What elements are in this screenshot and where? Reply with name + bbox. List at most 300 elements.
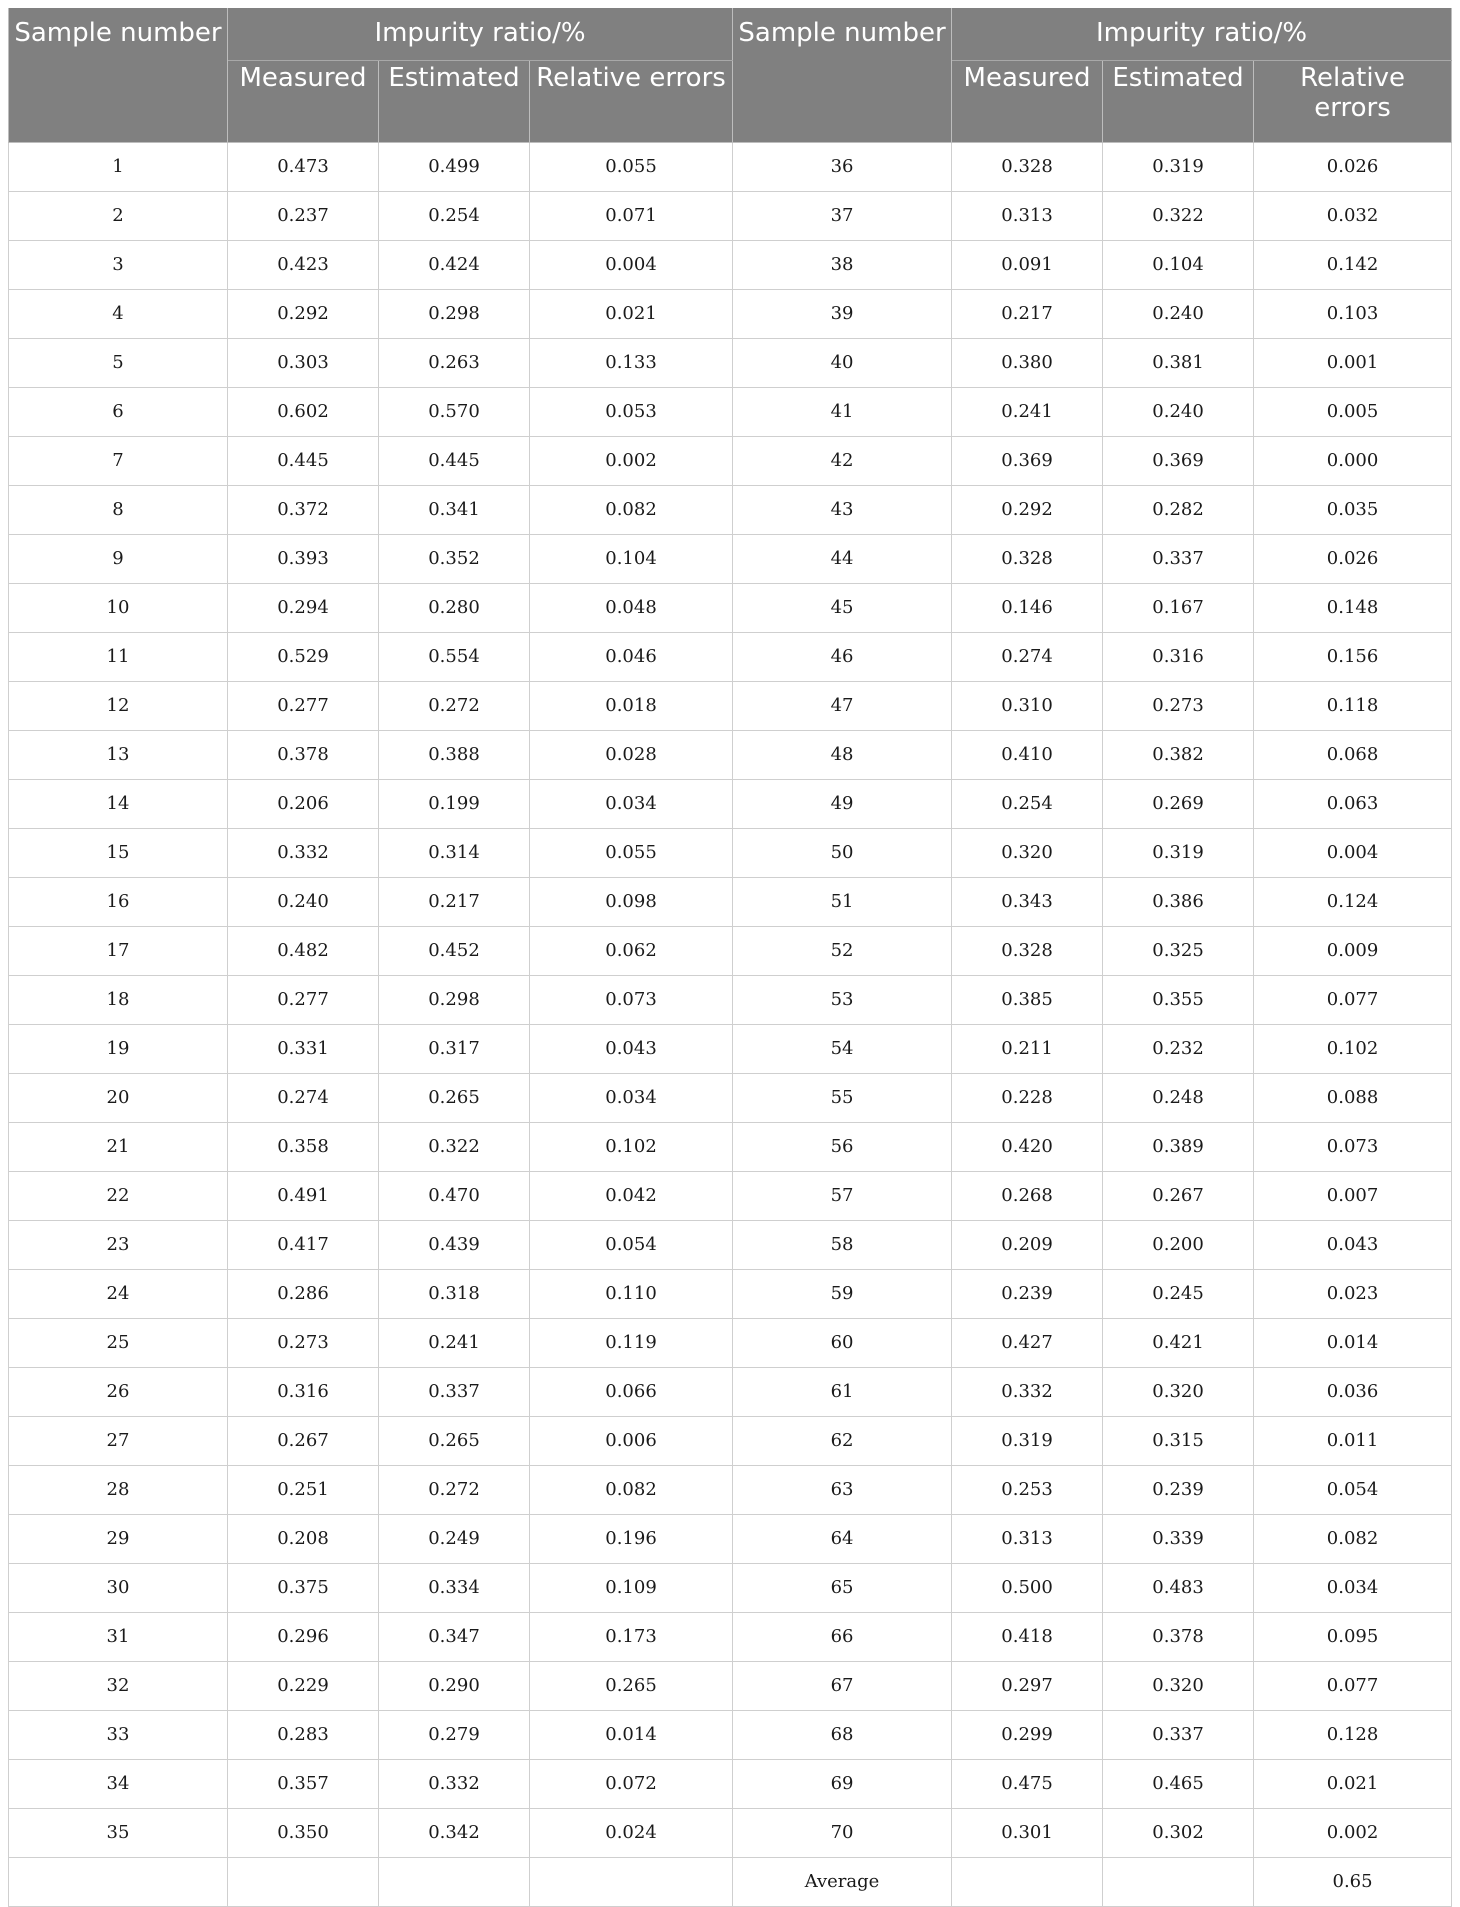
right-sample-number-cell: 45 (733, 583, 952, 632)
right-sample-number-cell: 48 (733, 730, 952, 779)
right-measured-cell: 0.211 (952, 1024, 1103, 1073)
right-sample-number-cell: 36 (733, 142, 952, 191)
left-relative-error-cell: 0.043 (530, 1024, 733, 1073)
right-relative-error-cell: 0.026 (1254, 142, 1452, 191)
right-relative-error-cell: 0.043 (1254, 1220, 1452, 1269)
table-row (9, 1269, 1452, 1318)
left-estimated-cell: 0.445 (379, 436, 530, 485)
left-sample-number-cell: 29 (9, 1514, 228, 1563)
right-relative-error-cell: 0.001 (1254, 338, 1452, 387)
left-measured-cell: 0.482 (228, 926, 379, 975)
right-estimated-cell: 0.302 (1103, 1808, 1254, 1857)
left-measured-cell: 0.303 (228, 338, 379, 387)
right-sample-number-cell: 70 (733, 1808, 952, 1857)
right-measured-cell: 0.319 (952, 1416, 1103, 1465)
left-estimated-cell: 0.337 (379, 1367, 530, 1416)
header-estimated-left: Estimated (379, 60, 530, 142)
left-estimated-cell: 0.347 (379, 1612, 530, 1661)
left-relative-error-cell: 0.018 (530, 681, 733, 730)
right-relative-error-cell: 0.128 (1254, 1710, 1452, 1759)
right-estimated-cell: 0.421 (1103, 1318, 1254, 1367)
right-measured-cell: 0.217 (952, 289, 1103, 338)
right-sample-number-cell: 38 (733, 240, 952, 289)
left-measured-cell: 0.237 (228, 191, 379, 240)
right-measured-cell: 0.274 (952, 632, 1103, 681)
right-sample-number-cell: 39 (733, 289, 952, 338)
left-relative-error-cell: 0.062 (530, 926, 733, 975)
right-estimated-cell: 0.322 (1103, 191, 1254, 240)
left-sample-number-cell: 13 (9, 730, 228, 779)
left-estimated-cell: 0.322 (379, 1122, 530, 1171)
left-estimated-cell: 0.317 (379, 1024, 530, 1073)
table-row (9, 1563, 1452, 1612)
right-estimated-cell: 0.378 (1103, 1612, 1254, 1661)
left-relative-error-cell: 0.046 (530, 632, 733, 681)
left-sample-number-cell: 26 (9, 1367, 228, 1416)
header-estimated-right: Estimated (1103, 60, 1254, 142)
right-relative-error-cell: 0.102 (1254, 1024, 1452, 1073)
left-measured-cell: 0.473 (228, 142, 379, 191)
right-relative-error-cell: 0.063 (1254, 779, 1452, 828)
left-measured-cell: 0.240 (228, 877, 379, 926)
right-estimated-cell: 0.248 (1103, 1073, 1254, 1122)
table-row (9, 828, 1452, 877)
right-estimated-cell: 0.239 (1103, 1465, 1254, 1514)
right-measured-cell: 0.369 (952, 436, 1103, 485)
left-estimated-cell: 0.217 (379, 877, 530, 926)
right-measured-cell: 0.310 (952, 681, 1103, 730)
right-measured-cell: 0.320 (952, 828, 1103, 877)
left-estimated-cell: 0.290 (379, 1661, 530, 1710)
table-row (9, 1661, 1452, 1710)
left-estimated-cell: 0.241 (379, 1318, 530, 1367)
table-row (9, 1220, 1452, 1269)
left-sample-number-cell: 20 (9, 1073, 228, 1122)
right-measured-cell: 0.343 (952, 877, 1103, 926)
right-sample-number-cell: 41 (733, 387, 952, 436)
table-row (9, 877, 1452, 926)
right-estimated-cell: 0.381 (1103, 338, 1254, 387)
left-measured-cell: 0.206 (228, 779, 379, 828)
left-estimated-cell: 0.279 (379, 1710, 530, 1759)
right-sample-number-cell: 55 (733, 1073, 952, 1122)
left-sample-number-cell: 27 (9, 1416, 228, 1465)
left-sample-number-cell: 32 (9, 1661, 228, 1710)
left-measured-cell: 0.393 (228, 534, 379, 583)
header-measured-right: Measured (952, 60, 1103, 142)
empty-cell (228, 1857, 379, 1906)
right-relative-error-cell: 0.068 (1254, 730, 1452, 779)
left-sample-number-cell: 5 (9, 338, 228, 387)
left-measured-cell: 0.283 (228, 1710, 379, 1759)
right-sample-number-cell: 67 (733, 1661, 952, 1710)
table-row (9, 387, 1452, 436)
left-relative-error-cell: 0.048 (530, 583, 733, 632)
right-sample-number-cell: 42 (733, 436, 952, 485)
right-sample-number-cell: 40 (733, 338, 952, 387)
left-relative-error-cell: 0.098 (530, 877, 733, 926)
left-estimated-cell: 0.334 (379, 1563, 530, 1612)
right-relative-error-cell: 0.034 (1254, 1563, 1452, 1612)
left-measured-cell: 0.445 (228, 436, 379, 485)
table-row (9, 681, 1452, 730)
left-measured-cell: 0.294 (228, 583, 379, 632)
left-sample-number-cell: 31 (9, 1612, 228, 1661)
right-estimated-cell: 0.267 (1103, 1171, 1254, 1220)
average-label: Average (733, 1857, 952, 1906)
left-estimated-cell: 0.265 (379, 1073, 530, 1122)
left-sample-number-cell: 23 (9, 1220, 228, 1269)
left-sample-number-cell: 7 (9, 436, 228, 485)
left-relative-error-cell: 0.004 (530, 240, 733, 289)
average-relative-error: 0.65 (1254, 1857, 1452, 1906)
left-sample-number-cell: 28 (9, 1465, 228, 1514)
left-measured-cell: 0.267 (228, 1416, 379, 1465)
left-relative-error-cell: 0.265 (530, 1661, 733, 1710)
table-row (9, 191, 1452, 240)
right-relative-error-cell: 0.142 (1254, 240, 1452, 289)
table-row (9, 1073, 1452, 1122)
right-estimated-cell: 0.319 (1103, 142, 1254, 191)
left-estimated-cell: 0.280 (379, 583, 530, 632)
right-relative-error-cell: 0.095 (1254, 1612, 1452, 1661)
right-estimated-cell: 0.240 (1103, 289, 1254, 338)
right-estimated-cell: 0.483 (1103, 1563, 1254, 1612)
left-sample-number-cell: 11 (9, 632, 228, 681)
left-sample-number-cell: 18 (9, 975, 228, 1024)
left-relative-error-cell: 0.006 (530, 1416, 733, 1465)
left-estimated-cell: 0.424 (379, 240, 530, 289)
table-row (9, 1465, 1452, 1514)
table-row (9, 779, 1452, 828)
right-relative-error-cell: 0.077 (1254, 1661, 1452, 1710)
right-estimated-cell: 0.200 (1103, 1220, 1254, 1269)
right-estimated-cell: 0.315 (1103, 1416, 1254, 1465)
table-row (9, 485, 1452, 534)
right-relative-error-cell: 0.023 (1254, 1269, 1452, 1318)
right-measured-cell: 0.410 (952, 730, 1103, 779)
right-measured-cell: 0.146 (952, 583, 1103, 632)
empty-cell (9, 1857, 228, 1906)
left-relative-error-cell: 0.002 (530, 436, 733, 485)
table-row (9, 926, 1452, 975)
right-measured-cell: 0.328 (952, 926, 1103, 975)
left-estimated-cell: 0.314 (379, 828, 530, 877)
header-sample-number-right: Sample number (733, 8, 952, 142)
left-relative-error-cell: 0.066 (530, 1367, 733, 1416)
left-relative-error-cell: 0.054 (530, 1220, 733, 1269)
left-sample-number-cell: 8 (9, 485, 228, 534)
left-relative-error-cell: 0.053 (530, 387, 733, 436)
left-measured-cell: 0.273 (228, 1318, 379, 1367)
right-sample-number-cell: 61 (733, 1367, 952, 1416)
table-row (9, 730, 1452, 779)
right-sample-number-cell: 53 (733, 975, 952, 1024)
left-estimated-cell: 0.388 (379, 730, 530, 779)
left-sample-number-cell: 1 (9, 142, 228, 191)
left-relative-error-cell: 0.133 (530, 338, 733, 387)
right-estimated-cell: 0.269 (1103, 779, 1254, 828)
right-estimated-cell: 0.273 (1103, 681, 1254, 730)
right-estimated-cell: 0.337 (1103, 1710, 1254, 1759)
right-estimated-cell: 0.104 (1103, 240, 1254, 289)
right-measured-cell: 0.328 (952, 534, 1103, 583)
right-sample-number-cell: 62 (733, 1416, 952, 1465)
right-estimated-cell: 0.382 (1103, 730, 1254, 779)
left-sample-number-cell: 35 (9, 1808, 228, 1857)
right-sample-number-cell: 63 (733, 1465, 952, 1514)
left-estimated-cell: 0.254 (379, 191, 530, 240)
table-row (9, 1808, 1452, 1857)
left-sample-number-cell: 12 (9, 681, 228, 730)
left-relative-error-cell: 0.082 (530, 485, 733, 534)
right-measured-cell: 0.301 (952, 1808, 1103, 1857)
left-measured-cell: 0.229 (228, 1661, 379, 1710)
table-row (9, 975, 1452, 1024)
left-estimated-cell: 0.570 (379, 387, 530, 436)
table-row (9, 1612, 1452, 1661)
right-measured-cell: 0.268 (952, 1171, 1103, 1220)
table-row (9, 1416, 1452, 1465)
left-sample-number-cell: 15 (9, 828, 228, 877)
right-sample-number-cell: 56 (733, 1122, 952, 1171)
left-estimated-cell: 0.470 (379, 1171, 530, 1220)
table-row (9, 142, 1452, 191)
right-relative-error-cell: 0.036 (1254, 1367, 1452, 1416)
left-estimated-cell: 0.272 (379, 1465, 530, 1514)
header-relative-errors-right: Relative errors (1254, 60, 1452, 142)
right-relative-error-cell: 0.103 (1254, 289, 1452, 338)
left-measured-cell: 0.350 (228, 1808, 379, 1857)
header-relative-errors-left: Relative errors (530, 60, 733, 142)
left-relative-error-cell: 0.109 (530, 1563, 733, 1612)
average-row (9, 1857, 1452, 1906)
left-estimated-cell: 0.554 (379, 632, 530, 681)
right-relative-error-cell: 0.088 (1254, 1073, 1452, 1122)
left-measured-cell: 0.375 (228, 1563, 379, 1612)
right-measured-cell: 0.299 (952, 1710, 1103, 1759)
right-measured-cell: 0.475 (952, 1759, 1103, 1808)
left-measured-cell: 0.331 (228, 1024, 379, 1073)
empty-cell (952, 1857, 1103, 1906)
left-estimated-cell: 0.263 (379, 338, 530, 387)
right-sample-number-cell: 37 (733, 191, 952, 240)
right-relative-error-cell: 0.002 (1254, 1808, 1452, 1857)
right-estimated-cell: 0.316 (1103, 632, 1254, 681)
right-estimated-cell: 0.282 (1103, 485, 1254, 534)
right-estimated-cell: 0.320 (1103, 1661, 1254, 1710)
right-sample-number-cell: 59 (733, 1269, 952, 1318)
left-sample-number-cell: 30 (9, 1563, 228, 1612)
left-relative-error-cell: 0.072 (530, 1759, 733, 1808)
left-estimated-cell: 0.265 (379, 1416, 530, 1465)
left-relative-error-cell: 0.028 (530, 730, 733, 779)
right-relative-error-cell: 0.077 (1254, 975, 1452, 1024)
left-measured-cell: 0.423 (228, 240, 379, 289)
right-sample-number-cell: 46 (733, 632, 952, 681)
left-relative-error-cell: 0.055 (530, 142, 733, 191)
left-relative-error-cell: 0.034 (530, 1073, 733, 1122)
left-sample-number-cell: 33 (9, 1710, 228, 1759)
left-sample-number-cell: 9 (9, 534, 228, 583)
left-measured-cell: 0.491 (228, 1171, 379, 1220)
table-row (9, 240, 1452, 289)
left-measured-cell: 0.358 (228, 1122, 379, 1171)
right-estimated-cell: 0.337 (1103, 534, 1254, 583)
right-sample-number-cell: 60 (733, 1318, 952, 1367)
left-estimated-cell: 0.249 (379, 1514, 530, 1563)
left-sample-number-cell: 2 (9, 191, 228, 240)
right-sample-number-cell: 54 (733, 1024, 952, 1073)
right-estimated-cell: 0.465 (1103, 1759, 1254, 1808)
right-estimated-cell: 0.325 (1103, 926, 1254, 975)
right-relative-error-cell: 0.035 (1254, 485, 1452, 534)
right-relative-error-cell: 0.118 (1254, 681, 1452, 730)
table-row (9, 338, 1452, 387)
table-row (9, 1318, 1452, 1367)
right-relative-error-cell: 0.009 (1254, 926, 1452, 975)
right-measured-cell: 0.313 (952, 191, 1103, 240)
right-relative-error-cell: 0.148 (1254, 583, 1452, 632)
right-measured-cell: 0.380 (952, 338, 1103, 387)
left-estimated-cell: 0.318 (379, 1269, 530, 1318)
right-measured-cell: 0.254 (952, 779, 1103, 828)
table-row (9, 436, 1452, 485)
right-estimated-cell: 0.389 (1103, 1122, 1254, 1171)
table-row (9, 1171, 1452, 1220)
left-measured-cell: 0.378 (228, 730, 379, 779)
left-measured-cell: 0.372 (228, 485, 379, 534)
table-row (9, 534, 1452, 583)
right-estimated-cell: 0.240 (1103, 387, 1254, 436)
right-sample-number-cell: 57 (733, 1171, 952, 1220)
right-sample-number-cell: 66 (733, 1612, 952, 1661)
right-measured-cell: 0.241 (952, 387, 1103, 436)
empty-cell (1103, 1857, 1254, 1906)
left-estimated-cell: 0.332 (379, 1759, 530, 1808)
left-relative-error-cell: 0.024 (530, 1808, 733, 1857)
left-sample-number-cell: 21 (9, 1122, 228, 1171)
right-estimated-cell: 0.339 (1103, 1514, 1254, 1563)
right-sample-number-cell: 49 (733, 779, 952, 828)
left-measured-cell: 0.286 (228, 1269, 379, 1318)
right-sample-number-cell: 52 (733, 926, 952, 975)
left-estimated-cell: 0.439 (379, 1220, 530, 1269)
right-relative-error-cell: 0.082 (1254, 1514, 1452, 1563)
right-estimated-cell: 0.355 (1103, 975, 1254, 1024)
right-relative-error-cell: 0.054 (1254, 1465, 1452, 1514)
table-header (9, 8, 1452, 142)
left-measured-cell: 0.296 (228, 1612, 379, 1661)
right-measured-cell: 0.328 (952, 142, 1103, 191)
right-measured-cell: 0.427 (952, 1318, 1103, 1367)
left-estimated-cell: 0.452 (379, 926, 530, 975)
right-sample-number-cell: 50 (733, 828, 952, 877)
left-relative-error-cell: 0.173 (530, 1612, 733, 1661)
table-row (9, 1710, 1452, 1759)
left-relative-error-cell: 0.042 (530, 1171, 733, 1220)
right-relative-error-cell: 0.005 (1254, 387, 1452, 436)
left-estimated-cell: 0.499 (379, 142, 530, 191)
header-measured-left: Measured (228, 60, 379, 142)
right-relative-error-cell: 0.032 (1254, 191, 1452, 240)
right-relative-error-cell: 0.073 (1254, 1122, 1452, 1171)
left-relative-error-cell: 0.082 (530, 1465, 733, 1514)
left-measured-cell: 0.274 (228, 1073, 379, 1122)
left-measured-cell: 0.316 (228, 1367, 379, 1416)
left-estimated-cell: 0.342 (379, 1808, 530, 1857)
left-sample-number-cell: 4 (9, 289, 228, 338)
table-row (9, 583, 1452, 632)
right-sample-number-cell: 68 (733, 1710, 952, 1759)
left-sample-number-cell: 6 (9, 387, 228, 436)
empty-cell (530, 1857, 733, 1906)
left-measured-cell: 0.251 (228, 1465, 379, 1514)
right-estimated-cell: 0.319 (1103, 828, 1254, 877)
left-measured-cell: 0.332 (228, 828, 379, 877)
right-measured-cell: 0.385 (952, 975, 1103, 1024)
right-sample-number-cell: 47 (733, 681, 952, 730)
left-estimated-cell: 0.352 (379, 534, 530, 583)
right-measured-cell: 0.297 (952, 1661, 1103, 1710)
right-measured-cell: 0.500 (952, 1563, 1103, 1612)
left-sample-number-cell: 22 (9, 1171, 228, 1220)
left-relative-error-cell: 0.014 (530, 1710, 733, 1759)
left-measured-cell: 0.529 (228, 632, 379, 681)
table-row (9, 1024, 1452, 1073)
left-relative-error-cell: 0.021 (530, 289, 733, 338)
table-row (9, 1759, 1452, 1808)
table-row (9, 1367, 1452, 1416)
left-sample-number-cell: 14 (9, 779, 228, 828)
left-relative-error-cell: 0.110 (530, 1269, 733, 1318)
left-sample-number-cell: 16 (9, 877, 228, 926)
right-measured-cell: 0.420 (952, 1122, 1103, 1171)
left-relative-error-cell: 0.034 (530, 779, 733, 828)
right-measured-cell: 0.239 (952, 1269, 1103, 1318)
left-sample-number-cell: 17 (9, 926, 228, 975)
table-footer (9, 1857, 1452, 1906)
table-row (9, 1122, 1452, 1171)
left-relative-error-cell: 0.071 (530, 191, 733, 240)
right-sample-number-cell: 64 (733, 1514, 952, 1563)
left-sample-number-cell: 24 (9, 1269, 228, 1318)
right-measured-cell: 0.253 (952, 1465, 1103, 1514)
left-relative-error-cell: 0.102 (530, 1122, 733, 1171)
right-sample-number-cell: 65 (733, 1563, 952, 1612)
table-row (9, 289, 1452, 338)
right-relative-error-cell: 0.156 (1254, 632, 1452, 681)
right-measured-cell: 0.418 (952, 1612, 1103, 1661)
left-estimated-cell: 0.272 (379, 681, 530, 730)
left-relative-error-cell: 0.055 (530, 828, 733, 877)
left-estimated-cell: 0.199 (379, 779, 530, 828)
left-estimated-cell: 0.298 (379, 289, 530, 338)
right-sample-number-cell: 43 (733, 485, 952, 534)
right-relative-error-cell: 0.000 (1254, 436, 1452, 485)
left-estimated-cell: 0.341 (379, 485, 530, 534)
left-measured-cell: 0.277 (228, 681, 379, 730)
left-sample-number-cell: 34 (9, 1759, 228, 1808)
right-estimated-cell: 0.369 (1103, 436, 1254, 485)
header-impurity-ratio-left: Impurity ratio/% (228, 8, 733, 60)
header-impurity-ratio-right: Impurity ratio/% (952, 8, 1452, 60)
table-row (9, 1514, 1452, 1563)
left-measured-cell: 0.417 (228, 1220, 379, 1269)
right-sample-number-cell: 69 (733, 1759, 952, 1808)
right-measured-cell: 0.091 (952, 240, 1103, 289)
right-relative-error-cell: 0.011 (1254, 1416, 1452, 1465)
